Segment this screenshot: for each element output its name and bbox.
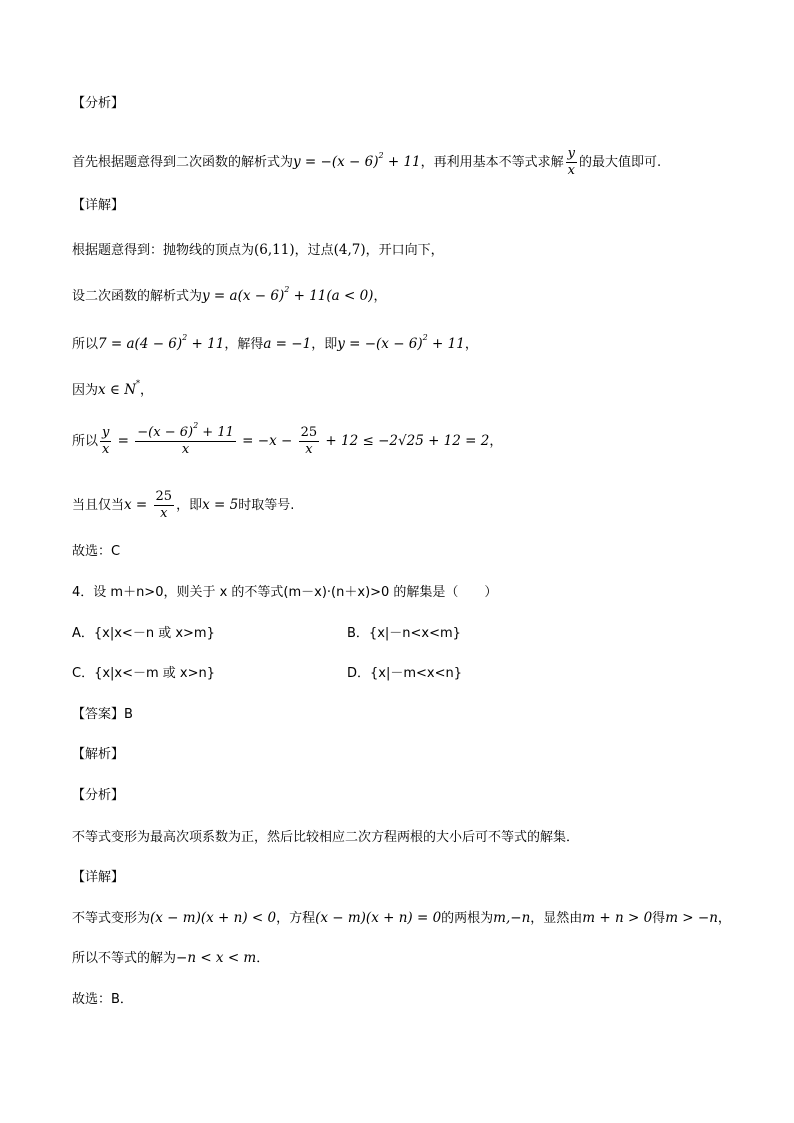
solution-heading: 【解析】 xyxy=(72,747,125,762)
choice-c: 故选：C xyxy=(72,544,121,559)
q4-analysis-text: 不等式变形为最高次项系数为正，然后比较相应二次方程两根的大小后可不等式的解集． xyxy=(72,830,580,845)
option-b: B．{x|－n<x<m} xyxy=(347,626,461,641)
detail-line-5: 所以 $\frac{y}{x}$ = $\frac{-(x - 6)^2 + 11}{x}$ = −x − $\frac{25}{x}$ + 12 ≤ −2√25 + 12 = 2， xyxy=(72,421,503,457)
detail-line-3: 所以$7 = a(4 - 6)^2 + 11$，解得a = −1，即$y = -(x - 6)^2 + 11$， xyxy=(72,333,478,352)
q4-detail-line-1: 不等式变形为(x − m)(x + n) < 0，方程(x − m)(x + n) = 0的两根为m,−n，显然由m + n > 0得m > −n， xyxy=(72,910,731,926)
detail-line-4: 因为x ∈ N*， xyxy=(72,379,154,398)
q4-detail-heading: 【详解】 xyxy=(72,870,125,885)
quadratic-formula: $y = -(x - 6)^2 + 11$ xyxy=(293,151,421,170)
analysis-heading: 【分析】 xyxy=(72,96,125,111)
question-4-stem: 4．设 m＋n>0，则关于 x 的不等式(m－x)·(n＋x)>0 的解集是（ ） xyxy=(72,585,498,600)
option-a: A．{x|x<－n 或 x>m} xyxy=(72,626,215,641)
option-c: C．{x|x<－m 或 x>n} xyxy=(72,666,216,681)
detail-heading: 【详解】 xyxy=(72,198,125,213)
choice-b: 故选：B． xyxy=(72,992,133,1007)
option-d: D．{x|－m<x<n} xyxy=(347,666,463,681)
y-over-x-fraction: $\frac{y}{x}$ xyxy=(567,146,576,178)
detail-line-2: 设二次函数的解析式为$y = a(x - 6)^2 + 11(a < 0)$， xyxy=(72,285,387,304)
detail-line-6: 当且仅当x = $\frac{25}{x}$ ，即x = 5时取等号. xyxy=(72,489,295,521)
q4-detail-line-2: 所以不等式的解为−n < x < m． xyxy=(72,950,270,966)
q4-analysis-heading: 【分析】 xyxy=(72,788,125,803)
answer: 【答案】B xyxy=(72,707,133,722)
analysis-line: 首先根据题意得到二次函数的解析式为$y = -(x - 6)^2 + 11$，再利用基本不等式求解 $\frac{y}{x}$ 的最大值即可. xyxy=(72,146,662,178)
detail-line-1: 根据题意得到：抛物线的顶点为(6,11)，过点(4,7)，开口向下， xyxy=(72,242,444,258)
